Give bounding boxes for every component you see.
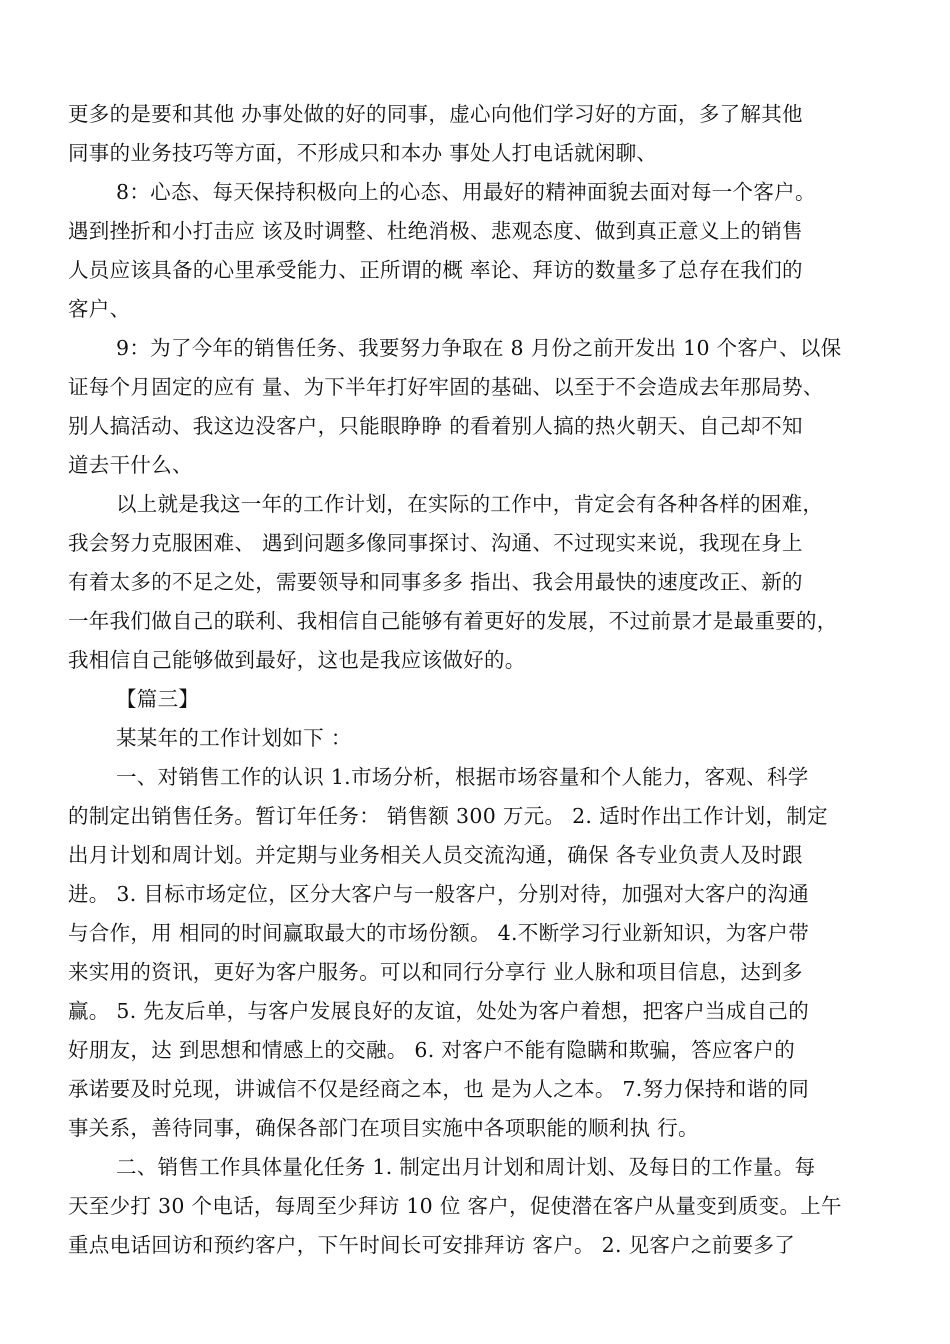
section-one-first-line: 一、对销售工作的认识 1.市场分析，根据市场容量和个人能力，客观、科学: [116, 765, 809, 789]
paragraph-9-first-line: 9：为了今年的销售任务、我要努力争取在 8 月份之前开发出 10 个客户、以保: [116, 336, 842, 360]
text-line: 出月计划和周计划。并定期与业务相关人员交流沟通，确保 各专业负责人及时跟: [68, 843, 803, 867]
text-line: 重点电话回访和预约客户，下午时间长可安排拜访 客户。 2. 见客户之前要多了: [68, 1233, 796, 1257]
text-line: 天至少打 30 个电话，每周至少拜访 10 位 客户，促使潜在客户从量变到质变。上午: [68, 1194, 842, 1218]
text-line: 人员应该具备的心里承受能力、正所谓的概 率论、拜访的数量多了总存在我们的: [68, 258, 803, 282]
text-line: 别人搞活动、我这边没客户，只能眼睁睁 的看着别人搞的热火朝天、自己却不知: [68, 414, 803, 438]
paragraph-8-first-line: 8：心态、每天保持积极向上的心态、用最好的精神面貌去面对每一个客户。: [116, 180, 816, 204]
section-two-first-line: 二、销售工作具体量化任务 1. 制定出月计划和周计划、及每日的工作量。每: [116, 1155, 816, 1179]
text-line: 来实用的资讯，更好为客户服务。可以和同行分享行 业人脉和项目信息，达到多: [68, 960, 803, 984]
conclusion-first-line: 以上就是我这一年的工作计划，在实际的工作中，肯定会有各种各样的困难，: [116, 492, 824, 516]
text-line: 证每个月固定的应有 量、为下半年打好牢固的基础、以至于不会造成去年那局势、: [68, 375, 824, 399]
text-line: 与合作，用 相同的时间赢取最大的市场份额。 4.不断学习行业新知识，为客户带: [68, 921, 809, 945]
text-line: 进。 3. 目标市场定位，区分大客户与一般客户，分别对待，加强对大客户的沟通: [68, 882, 809, 906]
text-line: 好朋友，达 到思想和情感上的交融。 6. 对客户不能有隐瞒和欺骗，答应客户的: [68, 1038, 796, 1062]
text-line: 事关系，善待同事，确保各部门在项目实施中各项职能的顺利执 行。: [68, 1116, 699, 1140]
text-line: 更多的是要和其他 办事处做的好的同事，虚心向他们学习好的方面，多了解其他: [68, 102, 803, 126]
text-line: 遇到挫折和小打击应 该及时调整、杜绝消极、悲观态度、做到真正意义上的销售: [68, 219, 803, 243]
text-line: 道去干什么、: [68, 453, 193, 477]
text-line: 承诺要及时兑现，讲诚信不仅是经商之本，也 是为人之本。 7.努力保持和谐的同: [68, 1077, 809, 1101]
plan-intro: 某某年的工作计划如下 ：: [116, 726, 352, 750]
text-line: 客户、: [68, 297, 131, 321]
text-line: 一年我们做自己的联利、我相信自己能够有着更好的发展，不过前景才是最重要的，: [68, 609, 838, 633]
text-line: 赢。 5. 先友后单，与客户发展良好的友谊，处处为客户着想，把客户当成自己的: [68, 999, 809, 1023]
text-line: 的制定出销售任务。暂订年任务： 销售额 300 万元。 2. 适时作出工作计划，制定: [68, 804, 828, 828]
text-line: 有着太多的不足之处，需要领导和同事多多 指出、我会用最快的速度改正、新的: [68, 570, 803, 594]
text-line: 同事的业务技巧等方面，不形成只和本办 事处人打电话就闲聊、: [68, 141, 658, 165]
section-heading: 【篇三】: [116, 687, 200, 711]
text-line: 我会努力克服困难、 遇到问题多像同事探讨、沟通、不过现实来说，我现在身上: [68, 531, 803, 555]
text-line: 我相信自己能够做到最好，这也是我应该做好的。: [68, 648, 526, 672]
